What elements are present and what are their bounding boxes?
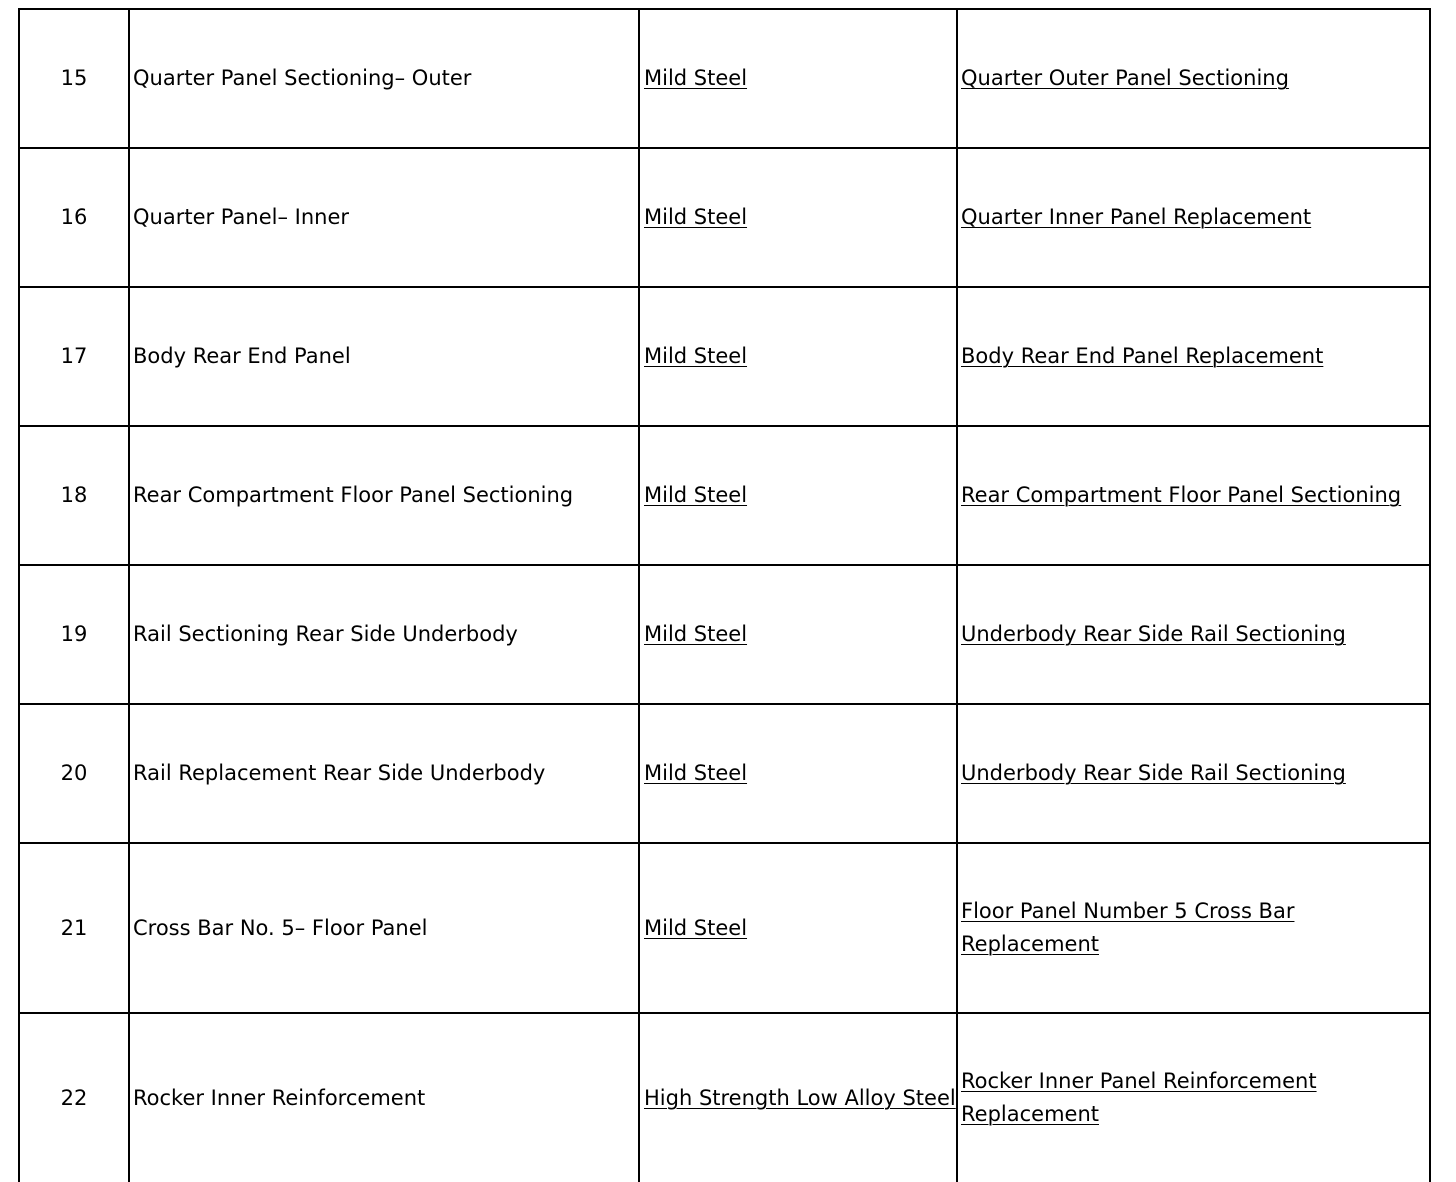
part-name: Quarter Panel Sectioning– Outer (128, 8, 638, 147)
row-number: 16 (18, 147, 128, 286)
part-name: Rail Sectioning Rear Side Underbody (128, 564, 638, 703)
material-link[interactable]: Mild Steel (644, 205, 748, 229)
procedure-link[interactable]: Quarter Outer Panel Sectioning (961, 66, 1289, 90)
row-number: 19 (18, 564, 128, 703)
material-link[interactable]: Mild Steel (644, 344, 748, 368)
material-link[interactable]: Mild Steel (644, 915, 748, 940)
part-name: Rail Replacement Rear Side Underbody (128, 703, 638, 842)
row-number: 21 (18, 842, 128, 1012)
procedure-link[interactable]: Quarter Inner Panel Replacement (961, 205, 1312, 229)
procedure-link[interactable]: Rear Compartment Floor Panel Sectioning (961, 483, 1402, 507)
table-row (18, 425, 1431, 564)
material-link[interactable]: Mild Steel (644, 622, 748, 646)
parts-table (18, 8, 1431, 1182)
procedure-link[interactable]: Underbody Rear Side Rail Sectioning (961, 622, 1346, 646)
row-number: 18 (18, 425, 128, 564)
part-name: Quarter Panel– Inner (128, 147, 638, 286)
procedure-link[interactable]: Body Rear End Panel Replacement (961, 344, 1324, 368)
table-row (18, 842, 1431, 1012)
table-row (18, 147, 1431, 286)
table-row (18, 564, 1431, 703)
row-number: 20 (18, 703, 128, 842)
procedure-link[interactable]: Rocker Inner Panel Reinforcement Replacement (961, 1069, 1317, 1126)
table-row (18, 8, 1431, 147)
row-number: 17 (18, 286, 128, 425)
table-row (18, 703, 1431, 842)
part-name: Rear Compartment Floor Panel Sectioning (128, 425, 638, 564)
part-name: Cross Bar No. 5– Floor Panel (128, 842, 638, 1012)
material-link[interactable]: Mild Steel (644, 483, 748, 507)
material-link[interactable]: Mild Steel (644, 761, 748, 785)
row-number: 22 (18, 1012, 128, 1182)
row-number: 15 (18, 8, 128, 147)
part-name: Rocker Inner Reinforcement (128, 1012, 638, 1182)
procedure-link[interactable]: Floor Panel Number 5 Cross Bar Replacement (961, 899, 1295, 956)
part-name: Body Rear End Panel (128, 286, 638, 425)
procedure-link[interactable]: Underbody Rear Side Rail Sectioning (961, 761, 1346, 785)
table-row (18, 1012, 1431, 1182)
material-link[interactable]: Mild Steel (644, 66, 748, 90)
table-row (18, 286, 1431, 425)
material-link[interactable]: High Strength Low Alloy Steel (644, 1085, 956, 1110)
